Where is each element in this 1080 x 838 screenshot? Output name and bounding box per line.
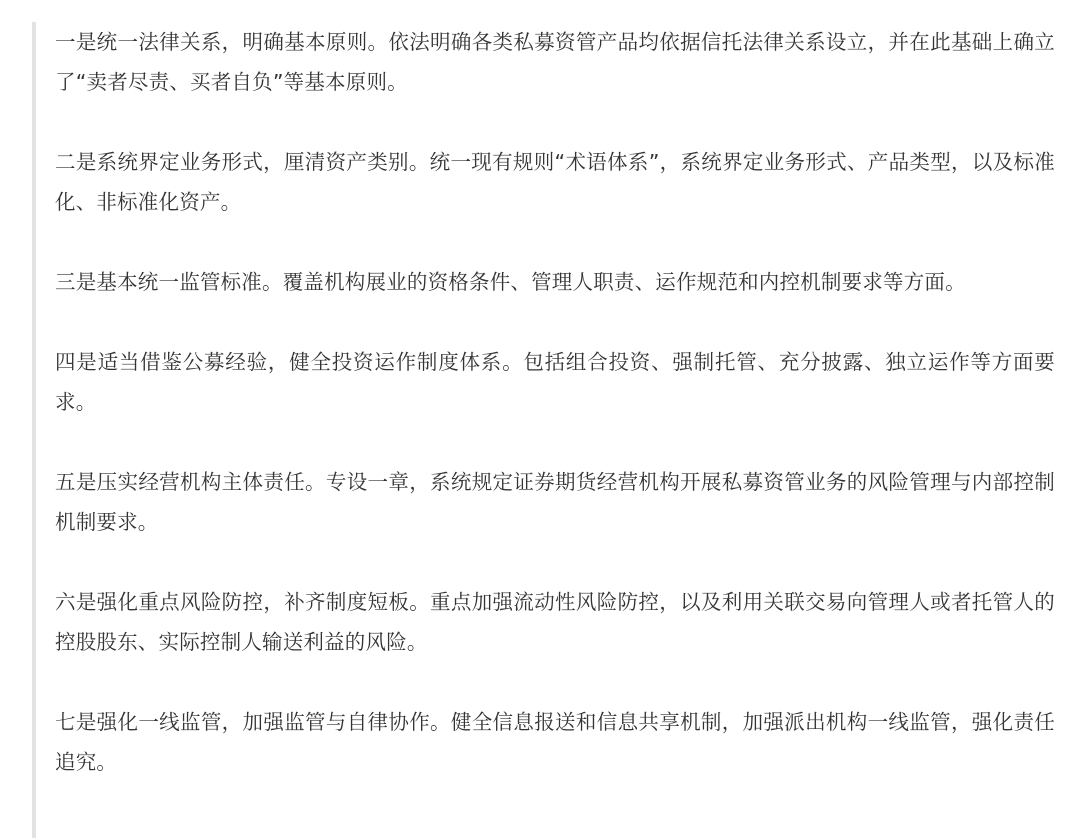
article-body: [55, 22, 1055, 822]
article-blockquote: [32, 22, 1055, 838]
paragraph-6: 六是强化重点风险防控，补齐制度短板。重点加强流动性风险防控，以及利用关联交易向管理人或者托管人的控股股东、实际控制人输送利益的风险。: [55, 590, 1055, 654]
paragraph-4: 四是适当借鉴公募经验，健全投资运作制度体系。包括组合投资、强制托管、充分披露、独立运作等方面要求。: [55, 350, 1055, 414]
paragraph-3: 三是基本统一监管标准。覆盖机构展业的资格条件、管理人职责、运作规范和内控机制要求等方面。: [55, 270, 966, 294]
paragraph-5: 五是压实经营机构主体责任。专设一章，系统规定证券期货经营机构开展私募资管业务的风险管理与内部控制机制要求。: [55, 470, 1055, 534]
paragraph-2: 二是系统界定业务形式，厘清资产类别。统一现有规则“术语体系”，系统界定业务形式、产品类型，以及标准化、非标准化资产。: [55, 150, 1055, 214]
paragraph-1: 一是统一法律关系，明确基本原则。依法明确各类私募资管产品均依据信托法律关系设立，并在此基础上确立了“卖者尽责、买者自负”等基本原则。: [55, 30, 1055, 94]
paragraph-7: 七是强化一线监管，加强监管与自律协作。健全信息报送和信息共享机制，加强派出机构一线监管，强化责任追究。: [55, 710, 1055, 774]
